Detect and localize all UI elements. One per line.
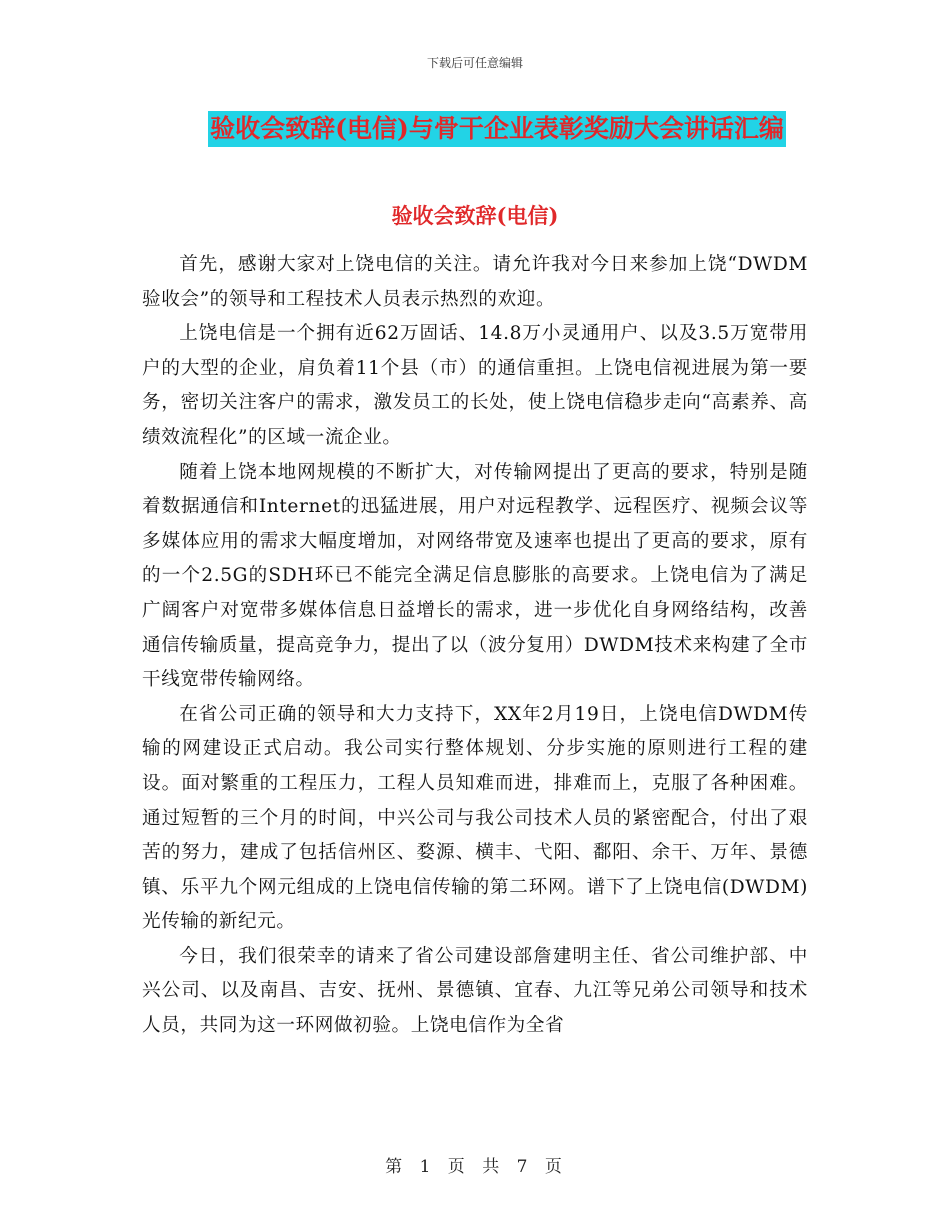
page-footer: 第 1 页 共 7 页 — [385, 1157, 565, 1177]
paragraph: 随着上饶本地网规模的不断扩大，对传输网提出了更高的要求，特别是随着数据通信和Internet的迅猛进展，用户对远程教学、远程医疗、视频会议等多媒体应用的需求大幅度增加，对网络带宽及速率也提出了更高的要求，原有的一个2.5G的SDH环已不能完全满足信息膨胀的高要求。上饶电信为了满足广阔客户对宽带多媒体信息日益增长的需求，进一步优化自身网络结构，改善通信传输质量，提高竞争力，提出了以（波分复用）DWDM技术来构建了全市干线宽带传输网络。 — [142, 461, 808, 691]
paragraph: 上饶电信是一个拥有近62万固话、14.8万小灵通用户、以及3.5万宽带用户的大型的企业，肩负着11个县（市）的通信重担。上饶电信视进展为第一要务，密切关注客户的需求，激发员工的长处，使上饶电信稳步走向“高素养、高绩效流程化”的区域一流企业。 — [142, 323, 808, 448]
section-title: 验收会致辞(电信) — [391, 203, 559, 228]
document-title-container — [0, 111, 950, 147]
document-title: 验收会致辞(电信)与骨干企业表彰奖励大会讲话汇编 — [208, 111, 786, 147]
paragraph: 在省公司正确的领导和大力支持下，XX年2月19日，上饶电信DWDM传输的网建设正式启动。我公司实行整体规划、分步实施的原则进行工程的建设。面对繁重的工程压力，工程人员知难而进，排难而上，克服了各种困难。通过短暂的三个月的时间，中兴公司与我公司技术人员的紧密配合，付出了艰苦的努力，建成了包括信州区、婺源、横丰、弋阳、鄱阳、余干、万年、景德镇、乐平九个网元组成的上饶电信传输的第二环网。谱下了上饶电信(DWDM)光传输的新纪元。 — [142, 703, 808, 933]
paragraph: 今日，我们很荣幸的请来了省公司建设部詹建明主任、省公司维护部、中兴公司、以及南昌、吉安、抚州、景德镇、宜春、九江等兄弟公司领导和技术人员，共同为这一环网做初验。上饶电信作为全省 — [142, 945, 808, 1037]
header-note: 下载后可任意编辑 — [426, 56, 523, 70]
paragraph: 首先，感谢大家对上饶电信的关注。请允许我对今日来参加上饶“DWDM验收会”的领导和工程技术人员表示热烈的欢迎。 — [142, 254, 808, 310]
body-text — [142, 248, 808, 1044]
